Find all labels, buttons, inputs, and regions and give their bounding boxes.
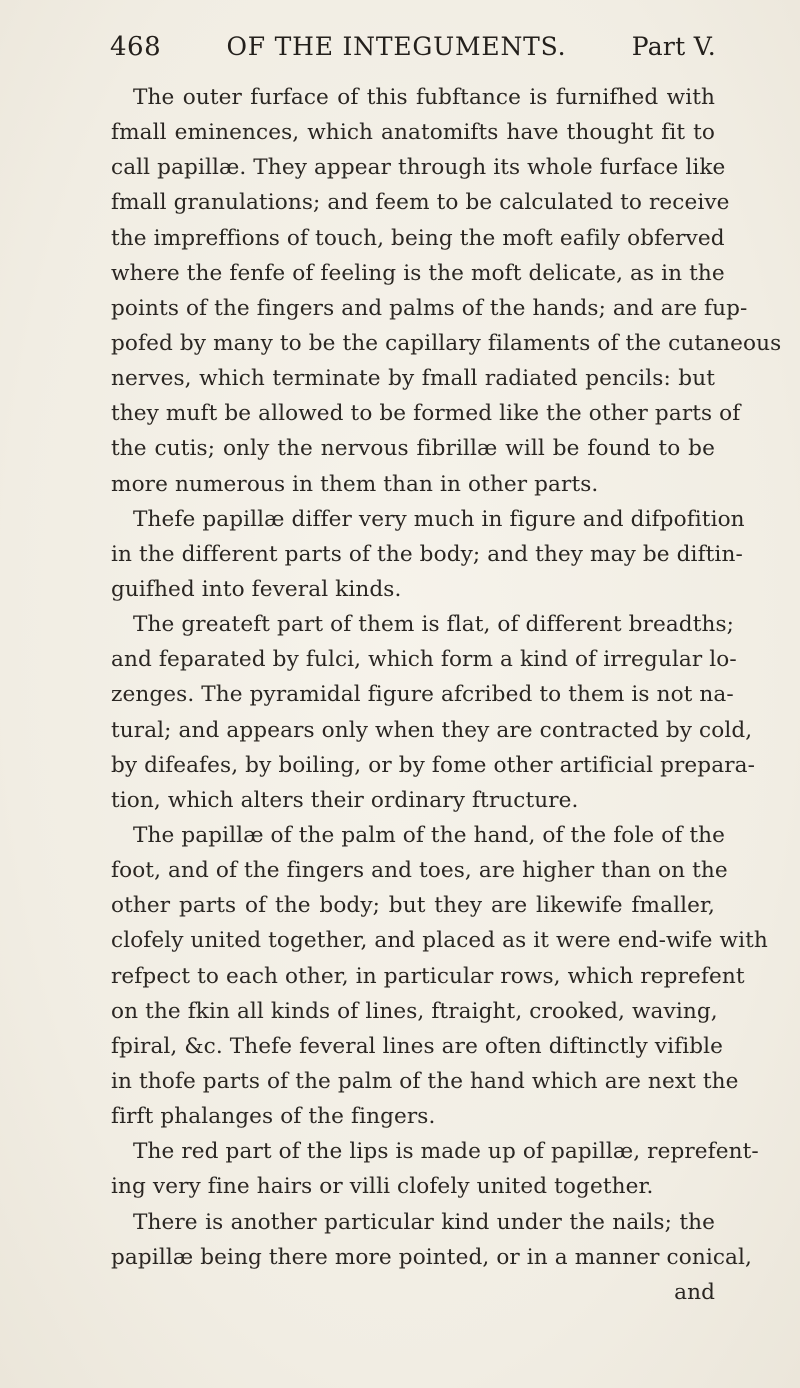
text-line: pofed by many to be the capillary filaments of the cutaneous <box>111 330 782 356</box>
text-line: on the fkin all kinds of lines, ftraight, crooked, waving, <box>111 998 718 1024</box>
text-line: other parts of the body; but they are likewife fmaller, <box>111 893 715 919</box>
text-line: zenges. The pyramidal figure afcribed to them is not na- <box>111 682 734 708</box>
text-line: The outer furface of this fubftance is furnifhed with <box>133 85 715 110</box>
text-line: foot, and of the fingers and toes, are higher than on the <box>111 858 728 884</box>
page-header <box>110 32 716 72</box>
text-line: points of the fingers and palms of the hands; and are fup- <box>111 295 748 321</box>
text-line: refpect to each other, in particular rows, which reprefent <box>111 963 745 989</box>
text-line: they muft be allowed to be formed like the other parts of <box>111 401 741 427</box>
text-line: fmall eminences, which anatomifts have thought fit to <box>111 120 715 146</box>
text-line: tural; and appears only when they are contracted by cold, <box>111 717 753 743</box>
text-line: call papillæ. They appear through its whole furface like <box>111 155 726 181</box>
text-line: papillæ being there more pointed, or in a manner conical, <box>111 1244 752 1270</box>
text-line: tion, which alters their ordinary ftructure. <box>111 787 579 813</box>
text-line: nerves, which terminate by fmall radiated pencils: but <box>111 366 715 392</box>
text-line: more numerous in them than in other parts. <box>111 471 599 497</box>
running-title: OF THE INTEGUMENTS. <box>226 32 567 61</box>
text-line: fpiral, &c. Thefe feveral lines are often diftinctly vifible <box>111 1033 724 1059</box>
text-line: and <box>674 1279 715 1305</box>
text-line: ing very fine hairs or villi clofely united together. <box>111 1174 654 1200</box>
text-line: the cutis; only the nervous fibrillæ will be found to be <box>111 436 715 462</box>
part-label: Part V. <box>631 32 716 61</box>
text-line: There is another particular kind under the nails; the <box>133 1209 715 1235</box>
text-line: The greateft part of them is flat, of different breadths; <box>133 612 735 638</box>
text-line: guifhed into feveral kinds. <box>111 576 402 602</box>
body-text <box>111 80 782 1310</box>
text-line: The red part of the lips is made up of papillæ, reprefent- <box>133 1139 759 1165</box>
text-line: firft phalanges of the fingers. <box>111 1104 436 1130</box>
page-number: 468 <box>110 32 162 62</box>
text-line: where the fenfe of feeling is the moft delicate, as in the <box>111 260 725 286</box>
text-line: by difeafes, by boiling, or by fome other artificial prepara- <box>111 752 756 778</box>
text-line: Thefe papillæ differ very much in figure and difpofition <box>133 506 745 532</box>
text-line: in the different parts of the body; and they may be diftin- <box>111 541 743 567</box>
text-line: in thofe parts of the palm of the hand which are next the <box>111 1068 739 1094</box>
text-line: fmall granulations; and feem to be calculated to receive <box>111 190 730 216</box>
text-line: the impreffions of touch, being the moft eafily obferved <box>111 225 725 251</box>
text-line: The papillæ of the palm of the hand, of the fole of the <box>133 822 726 848</box>
text-line: and feparated by fulci, which form a kind of irregular lo- <box>111 647 737 673</box>
text-line: clofely united together, and placed as it were end-wife with <box>111 928 768 954</box>
